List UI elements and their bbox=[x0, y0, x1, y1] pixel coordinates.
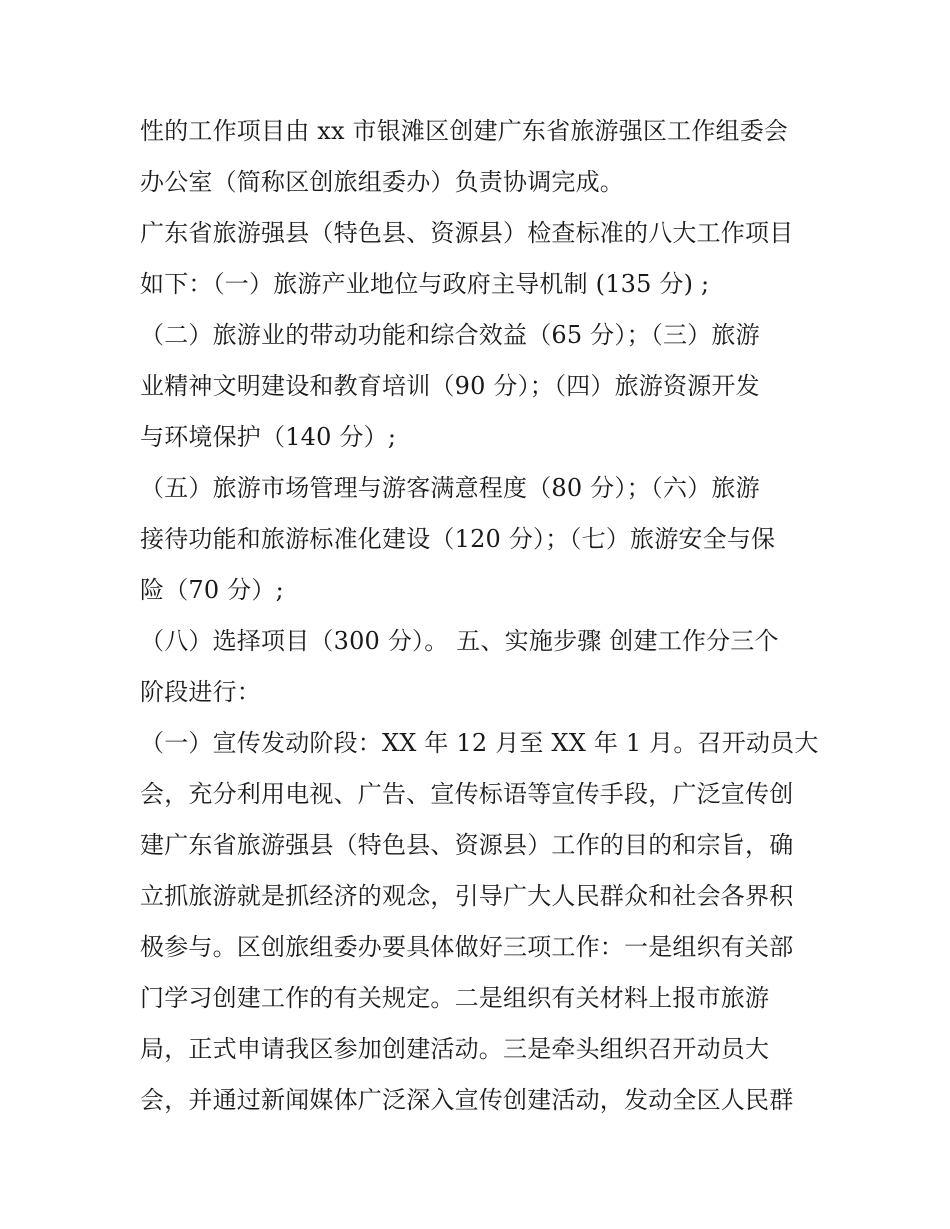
text-line: 立抓旅游就是抓经济的观念，引导广大人民群众和社会各界积 bbox=[140, 882, 794, 910]
text-line: 局，正式申请我区参加创建活动。三是牵头组织召开动员大 bbox=[140, 1035, 770, 1063]
text-line: 极参与。区创旅组委办要具体做好三项工作：一是组织有关部 bbox=[140, 933, 794, 961]
text-line: 门学习创建工作的有关规定。二是组织有关材料上报市旅游 bbox=[140, 984, 770, 1012]
text-line: 如下：（一）旅游产业地位与政府主导机制 (135 分) ; bbox=[140, 270, 710, 298]
text-line: 与环境保护（140 分）; bbox=[140, 423, 397, 451]
text-line: 建广东省旅游强县（特色县、资源县）工作的目的和宗旨，确 bbox=[140, 831, 794, 859]
text-line: 险（70 分）; bbox=[140, 576, 284, 604]
text-line: 阶段进行： bbox=[140, 678, 261, 706]
text-line: 办公室（简称区创旅组委办）负责协调完成。 bbox=[140, 168, 624, 196]
text-line: （五）旅游市场管理与游客满意程度（80 分）；（六）旅游 bbox=[140, 474, 760, 502]
text-line: （八）选择项目（300 分）。 五、实施步骤 创建工作分三个 bbox=[140, 627, 779, 655]
text-line: 广东省旅游强县（特色县、资源县）检查标准的八大工作项目 bbox=[140, 219, 794, 247]
text-line: 接待功能和旅游标准化建设（120 分）；（七）旅游安全与保 bbox=[140, 525, 776, 553]
text-line: 会，并通过新闻媒体广泛深入宣传创建活动，发动全区人民群 bbox=[140, 1086, 794, 1114]
document-body bbox=[140, 106, 820, 1126]
text-line: 业精神文明建设和教育培训（90 分）；（四）旅游资源开发 bbox=[140, 372, 760, 400]
text-line: （二）旅游业的带动功能和综合效益（65 分）；（三）旅游 bbox=[140, 321, 760, 349]
text-line: （一）宣传发动阶段：XX 年 12 月至 XX 年 1 月。召开动员大 bbox=[140, 729, 819, 757]
text-line: 性的工作项目由 xx 市银滩区创建广东省旅游强区工作组委会 bbox=[140, 117, 789, 145]
text-line: 会，充分利用电视、广告、宣传标语等宣传手段，广泛宣传创 bbox=[140, 780, 794, 808]
